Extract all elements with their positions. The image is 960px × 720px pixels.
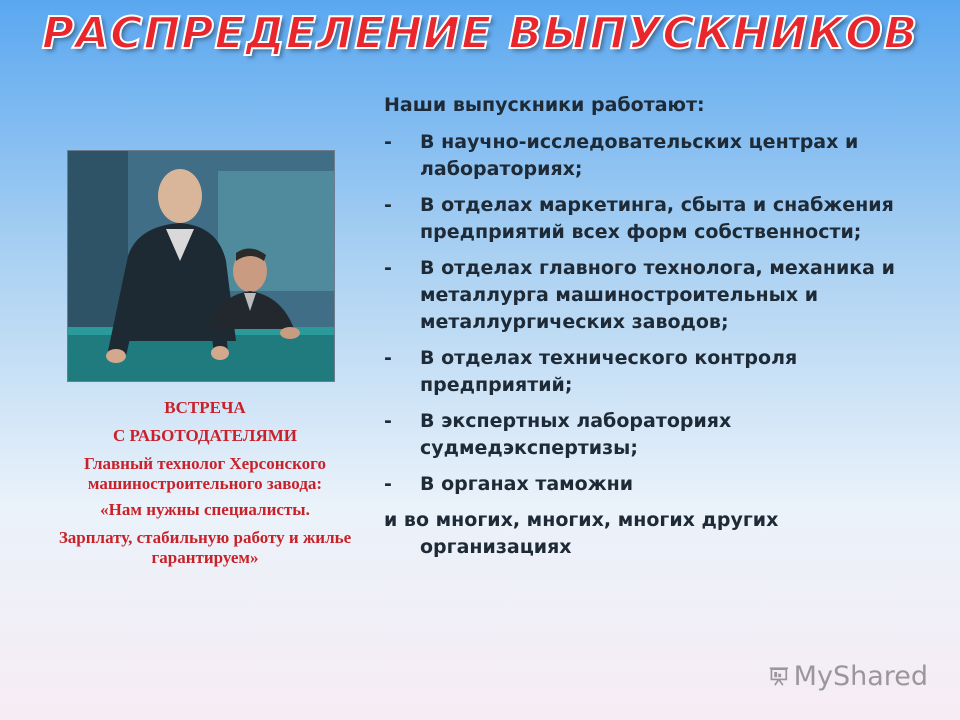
list-item-text: В отделах маркетинга, сбыта и снабжения предприятий всех форм собственности; — [420, 194, 894, 243]
graduates-employment-list — [384, 92, 924, 561]
caption-heading: ВСТРЕЧА — [164, 398, 246, 417]
employer-meeting-caption — [52, 398, 358, 576]
list-bullet: - — [384, 131, 392, 153]
list-item — [384, 471, 924, 498]
list-item-text: В отделах главного технолога, механика и металлурга машиностроительных и металлургических заводов; — [420, 257, 895, 333]
list-heading: Наши выпускники работают: — [384, 94, 705, 116]
caption-subheading: С РАБОТОДАТЕЛЯМИ — [113, 426, 297, 445]
list-item — [384, 408, 924, 462]
list-item — [384, 255, 924, 336]
list-bullet: - — [384, 473, 392, 495]
closing-text — [384, 507, 924, 561]
list-bullet: - — [384, 257, 392, 279]
list-item-text: В отделах технического контроля предприятий; — [420, 347, 798, 396]
caption-speaker: Главный технолог Херсонского машиностроительного завода: — [84, 454, 326, 493]
caption-quote-1: «Нам нужны специалисты. — [100, 500, 310, 519]
meeting-photo-image — [68, 151, 334, 381]
watermark-text: MyShared — [793, 660, 928, 692]
list-item — [384, 345, 924, 399]
list-item — [384, 129, 924, 183]
caption-quote-2: Зарплату, стабильную работу и жилье гарантируем» — [58, 528, 352, 567]
presentation-icon — [768, 657, 790, 695]
myshared-watermark — [768, 656, 928, 696]
closing-line-2: организациях — [420, 536, 572, 558]
list-item-text: В экспертных лабораториях судмедэкспертизы; — [420, 410, 732, 459]
list-item-text: В органах таможни — [420, 473, 634, 495]
slide-title: РАСПРЕДЕЛЕНИЕ ВЫПУСКНИКОВ — [41, 8, 919, 59]
meeting-photo — [67, 150, 335, 382]
list-item-text: В научно-исследовательских центрах и лабораториях; — [420, 131, 859, 180]
list-bullet: - — [384, 410, 392, 432]
list-bullet: - — [384, 347, 392, 369]
list-bullet: - — [384, 194, 392, 216]
closing-line-1: и во многих, многих, многих других — [384, 509, 779, 531]
list-item — [384, 192, 924, 246]
